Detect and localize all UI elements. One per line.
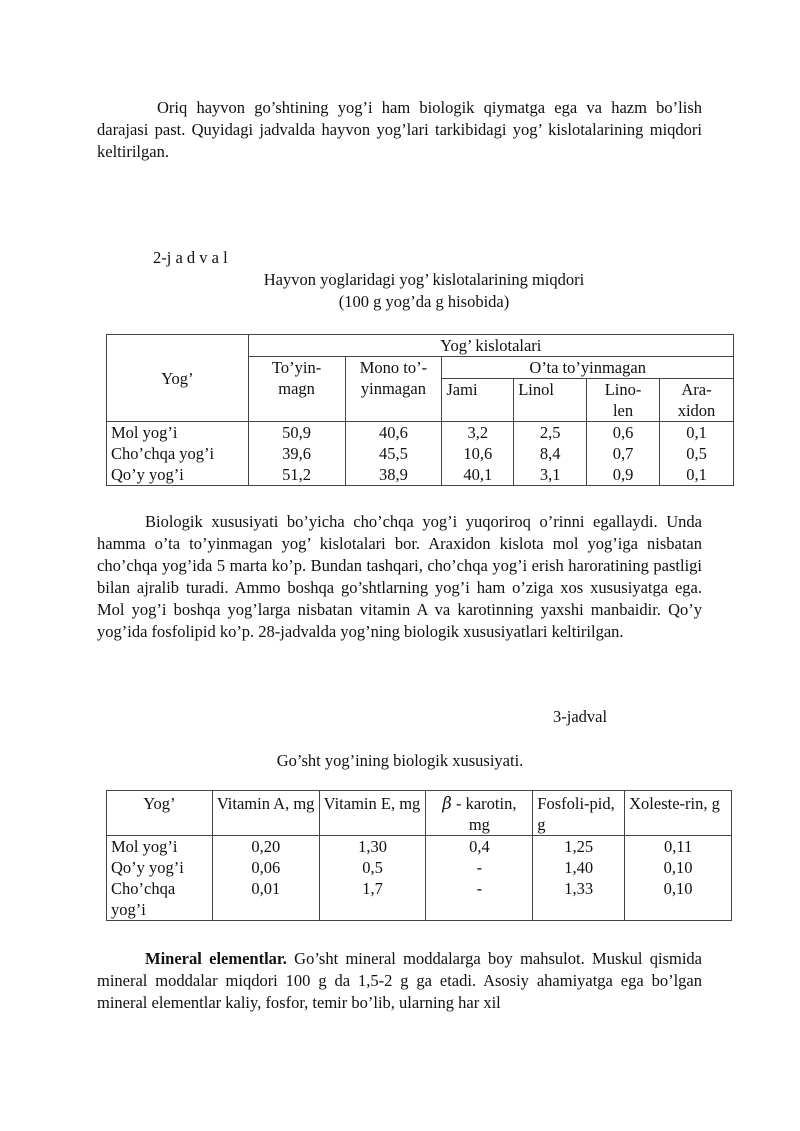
- table3-label: 3-jadval: [553, 707, 608, 726]
- header-araxidon: Ara-xidon: [660, 379, 734, 422]
- cell-jami: 10,6: [442, 443, 514, 464]
- cell-value: 1,30: [358, 837, 388, 856]
- beta-symbol: β: [442, 794, 452, 813]
- intro-paragraph: Oriq hayvon go’shtining yog’i ham biologik qiymatga ega va hazm bo’lish darajasi past. Quyidagi jadvalda hayvon yog’lari tarkibidagi yog’ kislotalarining miqdori keltirilgan.: [97, 98, 702, 161]
- beta-karotin-column: [426, 836, 533, 921]
- cell-araxidon: 0,1: [660, 464, 734, 486]
- row-name: Mol yog’i: [107, 422, 249, 444]
- header-mono: Mono to’-yinmagan: [345, 357, 442, 422]
- header-vitamin-a: Vitamin A, mg: [212, 791, 319, 836]
- cell-jami: 40,1: [442, 464, 514, 486]
- cell-value: 0,10: [663, 879, 693, 898]
- cell-value: 1,7: [362, 879, 383, 898]
- cell-value: 0,06: [251, 858, 281, 877]
- cell-value: 0,01: [251, 879, 281, 898]
- cell-linolen: 0,6: [587, 422, 660, 444]
- body-paragraph-mineral: [97, 948, 702, 1014]
- biological-properties-table: [106, 790, 732, 921]
- header-ota-toyinmagan: O’ta to’yinmagan: [442, 357, 734, 379]
- header-xolesterin: Xoleste-rin, g: [625, 791, 732, 836]
- cell-value: 0,10: [663, 858, 693, 877]
- table-row: [107, 443, 734, 464]
- vitamin-e-column: [319, 836, 426, 921]
- header-yog: Yog’: [107, 335, 249, 422]
- header-beta-karotin: [426, 791, 533, 836]
- cell-value: 0,4: [469, 837, 490, 856]
- cell-araxidon: 0,5: [660, 443, 734, 464]
- cell-toyin: 50,9: [248, 422, 345, 444]
- cell-value: 1,25: [564, 837, 594, 856]
- cell-toyin: 51,2: [248, 464, 345, 486]
- cell-value: 0,11: [663, 837, 693, 856]
- header-linolen: Lino-len: [587, 379, 660, 422]
- header-linol: Linol: [514, 379, 587, 422]
- cell-value: 1,33: [564, 879, 594, 898]
- names-column: [107, 836, 213, 921]
- table-row: [107, 422, 734, 444]
- table3-title: Go’sht yog’ining biologik xususiyati.: [276, 751, 524, 770]
- cell-value: 1,40: [564, 858, 594, 877]
- fatty-acids-table: [106, 334, 734, 486]
- mineral-text: Go’sht mineral moddalarga boy mahsulot. Muskul qismida mineral moddalar miqdori 100 g da 1,5-2 g ga etadi. Asosiy ahamiyatga ega bo’lgan mineral elementlar kaliy, fosfor, temir bo’lib, ularning har xil: [97, 949, 702, 1012]
- cell-value: -: [476, 879, 483, 898]
- row-name: Qo’y yog’i: [111, 858, 184, 877]
- cell-jami: 3,2: [442, 422, 514, 444]
- row-name: Cho’chqa yog’i: [107, 443, 249, 464]
- vitamin-a-column: [212, 836, 319, 921]
- xolesterin-column: [625, 836, 732, 921]
- body-paragraph-biologik: Biologik xususiyati bo’yicha cho’chqa yog’i yuqoriroq o’rinni egallaydi. Unda hamma o’ta to’yinmagan yog’ kislotalari bor. Araxidon kislota mol yog’iga nisbatan cho’chqa yog’ida 5 marta ko’p. Bundan tashqari, cho’chqa yog’i erish haroratining pastligi bilan ajralib turadi. Ammo boshqa go’shtlarning yog’i ham o’ziga xos xususiyatga ega. Mol yog’i boshqa yog’larga nisbatan vitamin A va karotinning yaxshi manbaidir. Qo’y yog’ida fosfolipid ko’p. 28-jadvalda yog’ning biologik xususiyatlari keltirilgan.: [97, 512, 702, 641]
- cell-linol: 2,5: [514, 422, 587, 444]
- cell-mono: 40,6: [345, 422, 442, 444]
- header-yog-kislotalari: Yog’ kislotalari: [248, 335, 733, 357]
- mineral-heading: Mineral elementlar.: [145, 949, 287, 968]
- table2-subtitle: (100 g yog’da g hisobida): [338, 292, 510, 311]
- cell-linolen: 0,9: [587, 464, 660, 486]
- cell-toyin: 39,6: [248, 443, 345, 464]
- table-row: [107, 464, 734, 486]
- header-vitamin-e: Vitamin E, mg: [319, 791, 426, 836]
- header-toyinmagn: To’yin-magn: [248, 357, 345, 422]
- cell-mono: 38,9: [345, 464, 442, 486]
- fosfolipid-column: [533, 836, 625, 921]
- cell-value: -: [476, 858, 483, 877]
- cell-linol: 8,4: [514, 443, 587, 464]
- cell-mono: 45,5: [345, 443, 442, 464]
- cell-value: 0,20: [251, 837, 281, 856]
- table2-label: 2-j a d v a l: [153, 248, 228, 267]
- cell-araxidon: 0,1: [660, 422, 734, 444]
- cell-value: 0,5: [362, 858, 383, 877]
- table-row: [107, 836, 732, 921]
- beta-karotin-label: - karotin, mg: [451, 794, 517, 834]
- header-yog: Yog’: [107, 791, 213, 836]
- cell-linolen: 0,7: [587, 443, 660, 464]
- header-fosfolipid: Fosfoli-pid, g: [533, 791, 625, 836]
- row-name: Qo’y yog’i: [107, 464, 249, 486]
- row-name: Mol yog’i: [111, 837, 178, 856]
- table2-title: Hayvon yoglaridagi yog’ kislotalarining miqdori: [263, 270, 585, 289]
- row-name: Cho’chqa yog’i: [111, 879, 176, 919]
- header-jami: Jami: [442, 379, 514, 422]
- cell-linol: 3,1: [514, 464, 587, 486]
